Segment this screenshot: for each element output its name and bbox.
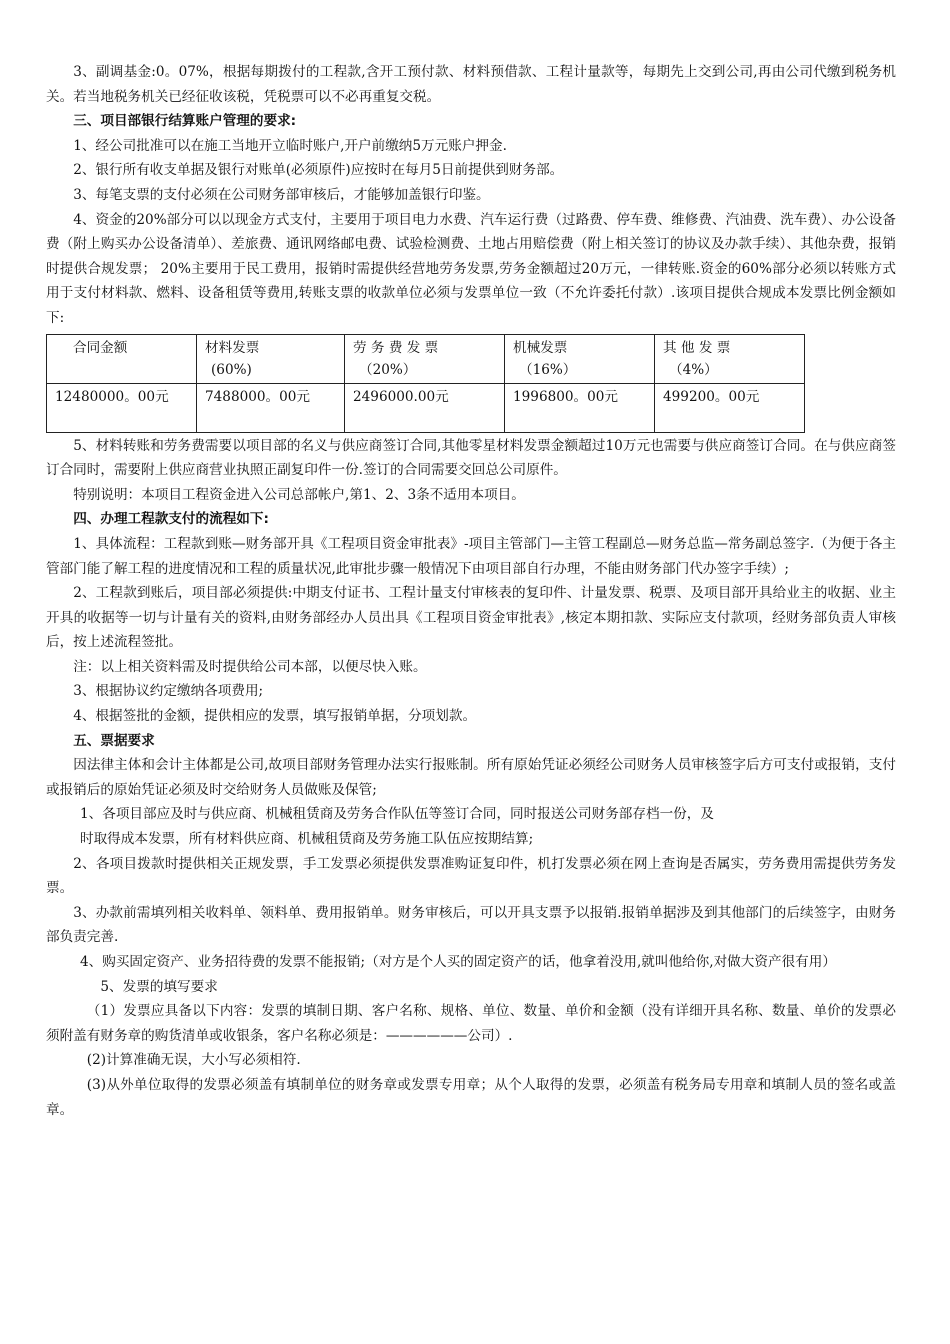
table-header-row xyxy=(47,334,805,383)
section-5-item-1b: 时取得成本发票，所有材料供应商、机械租赁商及劳务施工队伍应按期结算; xyxy=(80,831,534,848)
cell-other-amount: 499200。00元 xyxy=(655,383,805,432)
section-4-item-2: 2、工程款到账后，项目部必须提供:中期支付证书、工程计量支付审核表的复印件、计量发票、税票、及项目部开具给业主的收据、业主开具的收据等一切与计量有关的资料,由财务部经办人员出具《工程项目资金审批表》,核定本期扣款、实际应支付款项，经财务部负责人审核后，按上述流程签批。 xyxy=(46,585,896,651)
special-note: 特别说明：本项目工程资金进入公司总部帐户,第1、2、3条不适用本项目。 xyxy=(73,486,525,503)
cell-material-amount: 7488000。00元 xyxy=(197,383,345,432)
header-machinery-invoice: 机械发票 （16%） xyxy=(505,334,655,383)
section-4-item-1: 1、具体流程：工程款到账—财务部开具《工程项目资金审批表》-项目主管部门—主管工程副总—财务总监—常务副总签字.（为便于各主管部门能了解工程的进度情况和工程的质量状况,此审批步骤一般情况下由项目部自行办理，不能由财务部门代办签字手续）; xyxy=(46,535,896,577)
section-5-item-3: 3、办款前需填列相关收料单、领料单、费用报销单。财务审核后，可以开具支票予以报销.报销单据涉及到其他部门的后续签字，由财务部负责完善. xyxy=(46,904,896,946)
section-5-heading: 五、票据要求 xyxy=(73,732,155,749)
header-material-invoice: 材料发票 (60%) xyxy=(197,334,345,383)
cell-machinery-amount: 1996800。00元 xyxy=(505,383,655,432)
section-5-item-2: 2、各项目拨款时提供相关正规发票，手工发票必须提供发票准购证复印件，机打发票必须在网上查询是否属实，劳务费用需提供劳务发票。 xyxy=(46,855,896,897)
section-5-sub-1: （1）发票应具备以下内容：发票的填制日期、客户名称、规格、单位、数量、单价和金额（没有详细开具名称、数量、单价的发票必须附盖有财务章的购货清单或收银条，客户名称必须是：——————公司）. xyxy=(46,1003,896,1044)
section-5-sub-3: (3)从外单位取得的发票必须盖有填制单位的财务章或发票专用章；从个人取得的发票，必须盖有税务局专用章和填制人员的签名或盖章。 xyxy=(46,1076,896,1118)
section-3-heading: 三、项目部银行结算账户管理的要求: xyxy=(73,113,297,130)
cell-contract-amount: 12480000。00元 xyxy=(47,383,197,432)
header-labor-invoice: 劳 务 费 发 票 （20%） xyxy=(345,334,505,383)
section-4-item-4: 4、根据签批的金额，提供相应的发票，填写报销单据，分项划款。 xyxy=(73,708,477,725)
document-page xyxy=(46,60,896,1122)
section-3-item-3: 3、每笔支票的支付必须在公司财务部审核后，才能够加盖银行印鉴。 xyxy=(73,186,490,203)
table-row xyxy=(47,383,805,432)
section-4-note: 注：以上相关资料需及时提供给公司本部，以便尽快入账。 xyxy=(73,658,427,675)
section-3-item-2: 2、银行所有收支单据及银行对账单(必须原件)应按时在每月5日前提供到财务部。 xyxy=(73,162,564,179)
section-5-item-5: 5、发票的填写要求 xyxy=(100,978,218,995)
paragraph-fund: 3、副调基金:0。07%，根据每期拨付的工程款,含开工预付款、材料预借款、工程计量款等，每期先上交到公司,再由公司代缴到税务机关。若当地税务机关已经征收该税，凭税票可以不必再重复交税。 xyxy=(46,64,896,105)
section-5-sub-2: (2)计算准确无误，大小写必须相符. xyxy=(86,1052,301,1069)
section-4-item-3: 3、根据协议约定缴纳各项费用; xyxy=(73,683,264,700)
header-contract-amount: 合同金额 xyxy=(47,334,197,383)
section-5-intro: 因法律主体和会计主体都是公司,故项目部财务管理办法实行报账制。所有原始凭证必须经公司财务人员审核签字后方可支付或报销，支付或报销后的原始凭证必须及时交给财务人员做账及保管; xyxy=(46,757,896,798)
section-5-item-1a: 1、各项目部应及时与供应商、机械租赁商及劳务合作队伍等签订合同，同时报送公司财务部存档一份，及 xyxy=(80,806,714,823)
section-4-heading: 四、办理工程款支付的流程如下: xyxy=(73,511,269,528)
cell-labor-amount: 2496000.00元 xyxy=(345,383,505,432)
invoice-ratio-table xyxy=(46,334,805,433)
section-3-item-5: 5、材料转账和劳务费需要以项目部的名义与供应商签订合同,其他零星材料发票金额超过10万元也需要与供应商签订合同。在与供应商签订合同时，需要附上供应商营业执照正副复印件一份.签订的合同需要交回总公司原件。 xyxy=(46,437,896,479)
section-5-item-4: 4、购买固定资产、业务招待费的发票不能报销;（对方是个人买的固定资产的话，他拿着没用,就叫他给你,对做大资产很有用） xyxy=(80,954,836,970)
section-3-item-1: 1、经公司批准可以在施工当地开立临时账户,开户前缴纳5万元账户押金. xyxy=(73,137,507,154)
header-other-invoice: 其 他 发 票 （4%） xyxy=(655,334,805,383)
section-3-item-4: 4、资金的20%部分可以以现金方式支付，主要用于项目电力水费、汽车运行费（过路费、停车费、维修费、汽油费、洗车费）、办公设备费（附上购买办公设备清单）、差旅费、通讯网络邮电费、试验检测费、土地占用赔偿费（附上相关签订的协议及办款手续）、其他杂费，报销时提供合规发票； 20%主要用于民工费用，报销时需提供经营地劳务发票,劳务金额超过20万元，一律转账.资金的60%部分必须以转账方式用于支付材料款、燃料、设备租赁等费用,转账支票的收款单位必须与发票单位一致（不允许委托付款）.该项目提供合规成本发票比例金额如下: xyxy=(46,211,896,326)
